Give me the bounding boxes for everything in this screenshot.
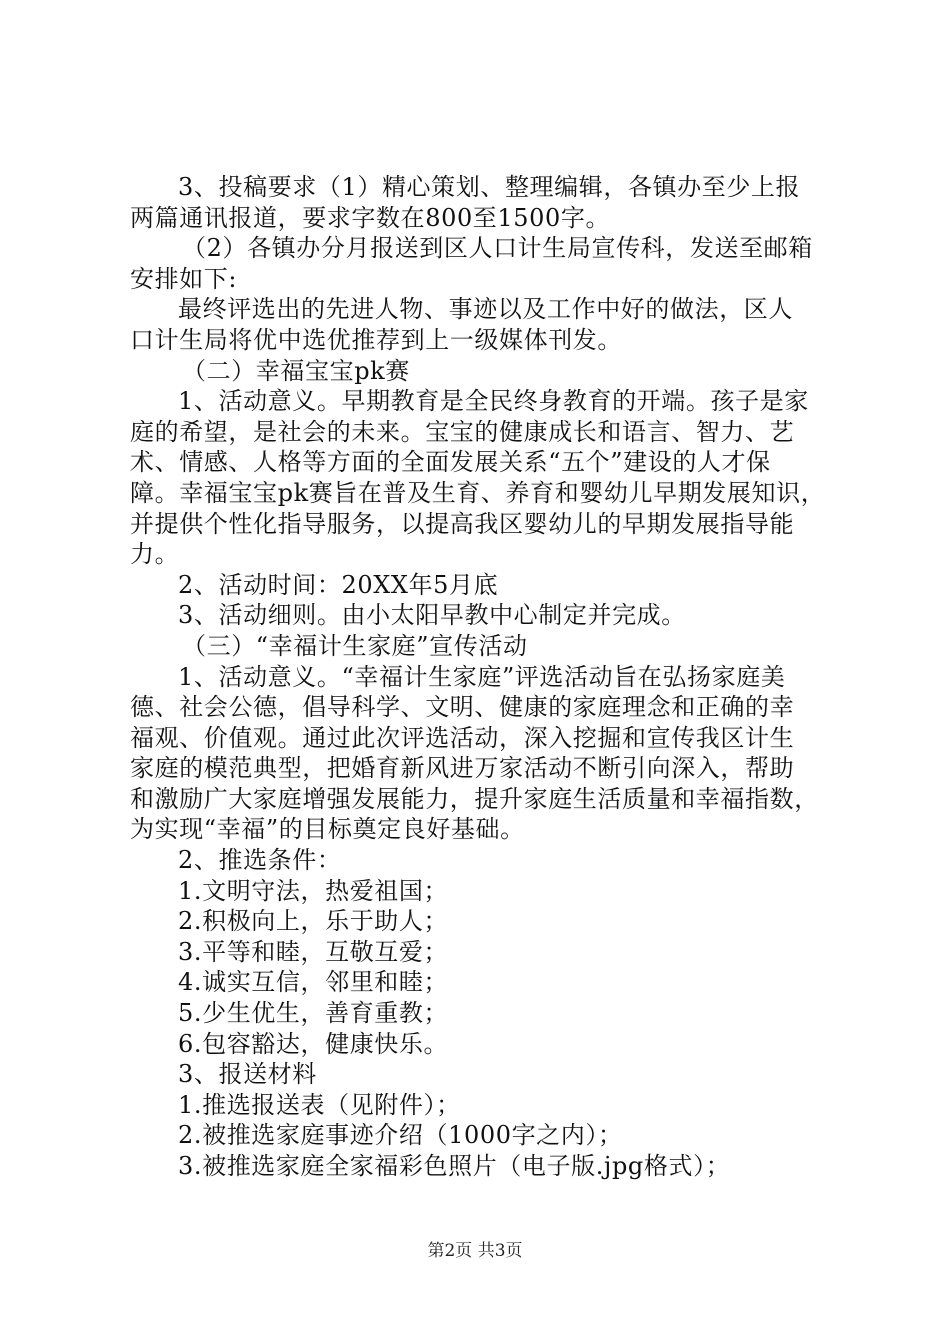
- list-item: 3.平等和睦，互敬互爱；: [178, 937, 449, 966]
- text-line: 家庭的模范典型，把婚育新风进万家活动不断引向深入，帮助: [130, 754, 795, 783]
- text-line: 3、投稿要求（1）精心策划、整理编辑，各镇办至少上报: [178, 173, 801, 201]
- list-item: 5.少生优生，善育重教；: [178, 999, 449, 1028]
- text-line: 和激励广大家庭增强发展能力，提升家庭生活质量和幸福指数，: [130, 784, 819, 813]
- text-line: 力。: [130, 540, 180, 569]
- text-line: 3、报送材料: [178, 1060, 317, 1089]
- list-item: 2.积极向上，乐于助人；: [178, 907, 449, 936]
- list-item: 3.被推选家庭全家福彩色照片（电子版.jpg格式）；: [178, 1152, 731, 1180]
- text-line: 德、社会公德，倡导科学、文明、健康的家庭理念和正确的幸: [130, 693, 795, 722]
- text-line: 3、活动细则。由小太阳早教中心制定并完成。: [178, 601, 686, 630]
- text-line: 2、活动时间：20XX年5月底: [178, 570, 499, 599]
- list-item: 2.被推选家庭事迹介绍（1000字之内）；: [178, 1121, 623, 1150]
- list-item: 1.文明守法，热爱祖国；: [178, 876, 449, 905]
- text-line: 安排如下:: [130, 264, 238, 293]
- text-line: （2）各镇办分月报送到区人口计生局宣传科，发送至邮箱: [182, 234, 813, 263]
- list-item: 4.诚实互信，邻里和睦；: [178, 968, 449, 997]
- text-line: 福观、价值观。通过此次评选活动，深入挖掘和宣传我区计生: [130, 723, 795, 752]
- text-line: 庭的希望，是社会的未来。宝宝的健康成长和语言、智力、艺: [130, 417, 795, 446]
- text-line: 1、活动意义。“幸福计生家庭”评选活动旨在弘扬家庭美: [178, 662, 786, 691]
- text-line: 为实现“幸福”的目标奠定良好基础。: [130, 815, 525, 844]
- text-line: 2、推选条件：: [178, 846, 342, 875]
- section-heading: （三）“幸福计生家庭”宣传活动: [182, 631, 528, 660]
- document-body: [130, 172, 835, 1182]
- text-line: 两篇通讯报道，要求字数在800至1500字。: [130, 203, 611, 232]
- text-line: 术、情感、人格等方面的全面发展关系“五个”建设的人才保: [130, 448, 771, 477]
- page-footer: 第2页 共3页: [427, 1241, 523, 1261]
- list-item: 1.推选报送表（见附件）；: [178, 1090, 461, 1119]
- text-line: 最终评选出的先进人物、事迹以及工作中好的做法，区人: [178, 295, 793, 324]
- section-heading: （二）幸福宝宝pk赛: [182, 356, 410, 385]
- text-line: 口计生局将优中选优推荐到上一级媒体刊发。: [130, 325, 622, 354]
- list-item: 6.包容豁达，健康快乐。: [178, 1029, 449, 1058]
- text-line: 并提供个性化指导服务，以提高我区婴幼儿的早期发展指导能: [130, 509, 795, 538]
- text-line: 障。幸福宝宝pk赛旨在普及生育、养育和婴幼儿早期发展知识，: [130, 478, 826, 507]
- text-line: 1、活动意义。早期教育是全民终身教育的开端。孩子是家: [178, 387, 809, 416]
